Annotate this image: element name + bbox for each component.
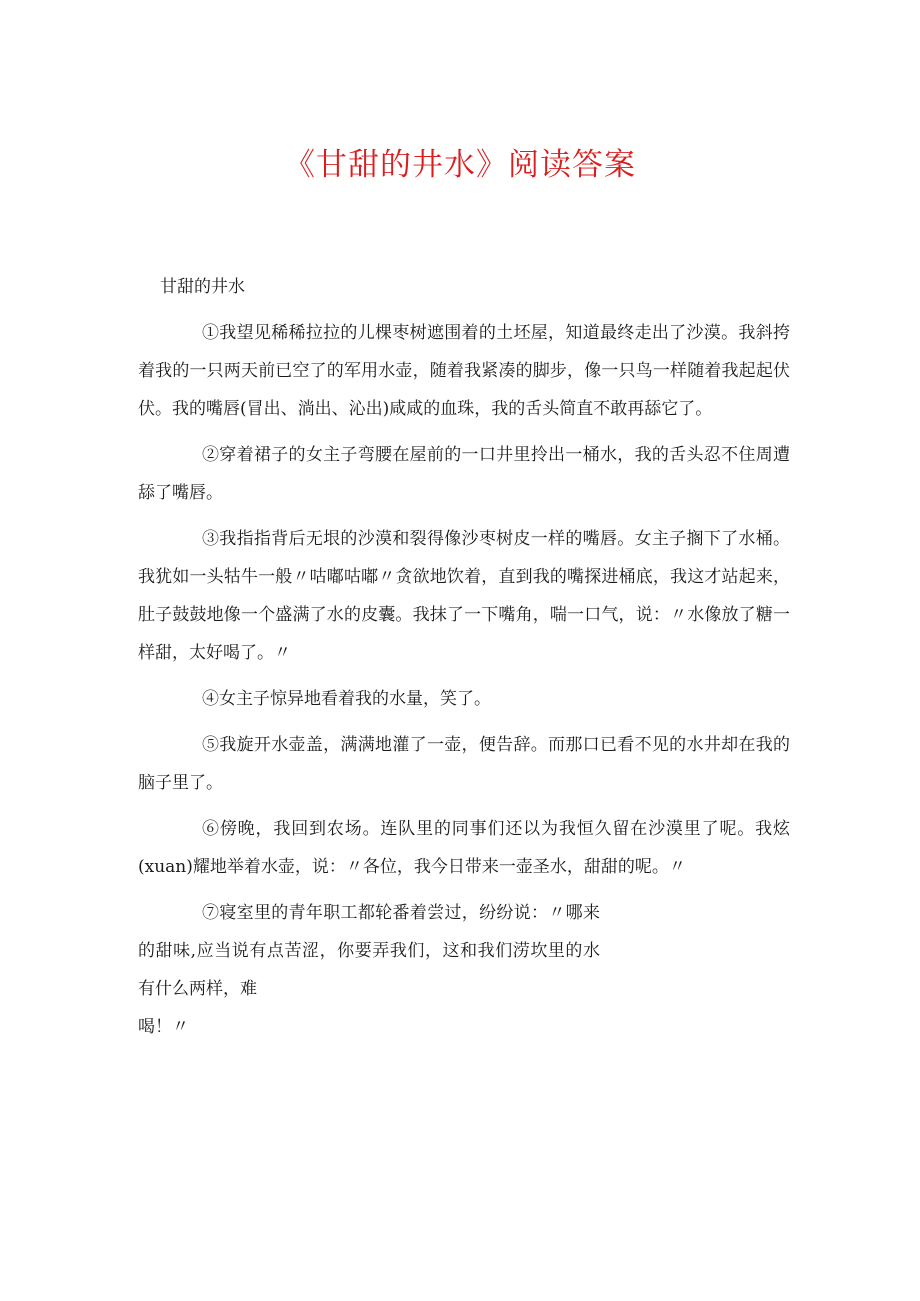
paragraph-3: ③我指指背后无垠的沙漠和裂得像沙枣树皮一样的嘴唇。女主子搁下了水桶。我犹如一头牯牛一般〃咕嘟咕嘟〃贪欲地饮着，直到我的嘴探进桶底，我这才站起来，肚子鼓鼓地像一个盛满了水的皮囊。我抹了一下嘴角，喘一口气，说：〃水像放了糖一样甜，太好喝了。〃 xyxy=(138,529,790,663)
paragraph-4: ④女主子惊异地看着我的水量，笑了。 xyxy=(202,689,491,709)
paragraph-1: ①我望见稀稀拉拉的儿棵枣树遮围着的土坯屋，知道最终走出了沙漠。我斜挎着我的一只两天前已空了的军用水壶，随着我紧凑的脚步，像一只鸟一样随着我起起伏伏。我的嘴唇(冒出、淌出、沁出)咸咸的血珠，我的舌头简直不敢再舔它了。 xyxy=(138,323,790,419)
paragraph-7-main: ⑦寝室里的青年职工都轮番着尝过，纷纷说：〃哪来的甜味,应当说有点苦涩，你要弄我们，这和我们涝坎里的水有什么两样，难 xyxy=(138,903,600,999)
paragraph-5: ⑤我旋开水壶盖，满满地灌了一壶，便告辞。而那口已看不见的水井却在我的脑子里了。 xyxy=(138,735,790,793)
paragraph-6: ⑥傍晚，我回到农场。连队里的同事们还以为我恒久留在沙漠里了呢。我炫(xuan)耀地举着水壶，说：〃各位，我今日带来一壶圣水，甜甜的呢。〃 xyxy=(138,819,790,877)
paragraph-7-tail: 喝！〃 xyxy=(138,1017,189,1037)
paragraph-2: ②穿着裙子的女主子弯腰在屋前的一口井里拎出一桶水，我的舌头忍不住周遭舔了嘴唇。 xyxy=(138,445,790,503)
paragraph-7 xyxy=(138,886,790,1046)
document-title: 《甘甜的井水》阅读答案 xyxy=(284,147,636,183)
document-body xyxy=(138,268,790,1046)
story-subtitle: 甘甜的井水 xyxy=(160,277,245,297)
